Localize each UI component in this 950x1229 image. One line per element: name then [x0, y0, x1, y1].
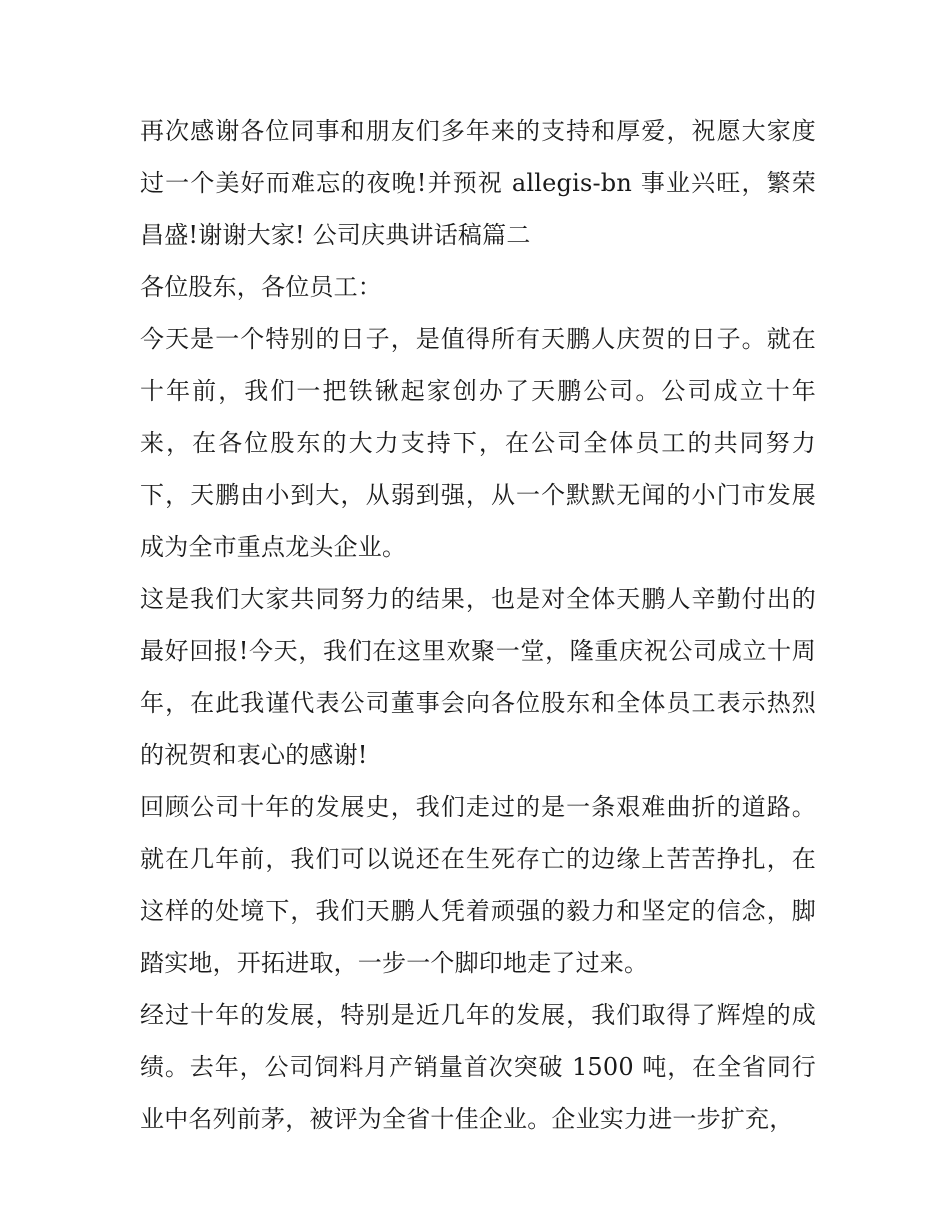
paragraph-anniversary-intro: 今天是一个特别的日子，是值得所有天鹏人庆贺的日子。就在十年前，我们一把铁锹起家创办了天鹏公司。公司成立十年来，在各位股东的大力支持下，在公司全体员工的共同努力下，天鹏由小到大，从弱到强，从一个默默无闻的小门市发展成为全市重点龙头企业。	[140, 325, 816, 561]
paragraph-achievements: 经过十年的发展，特别是近几年的发展，我们取得了辉煌的成绩。去年，公司饲料月产销量首次突破 1500 吨，在全省同行业中名列前茅，被评为全省十佳企业。企业实力进一步扩充，	[140, 1001, 816, 1133]
document-body	[140, 105, 816, 1145]
paragraph-closing-thanks: 再次感谢各位同事和朋友们多年来的支持和厚爱，祝愿大家度过一个美好而难忘的夜晚!并预祝 allegis-bn 事业兴旺，繁荣昌盛!谢谢大家! 公司庆典讲话稿篇二	[140, 117, 816, 249]
paragraph-history-review: 回顾公司十年的发展史，我们走过的是一条艰难曲折的道路。就在几年前，我们可以说还在生死存亡的边缘上苦苦挣扎，在这样的处境下，我们天鹏人凭着顽强的毅力和坚定的信念，脚踏实地，开拓进取，一步一个脚印地走了过来。	[140, 793, 816, 977]
paragraph-salutation: 各位股东，各位员工：	[140, 273, 382, 301]
paragraph-celebration: 这是我们大家共同努力的结果，也是对全体天鹏人辛勤付出的最好回报!今天，我们在这里欢聚一堂，隆重庆祝公司成立十周年，在此我谨代表公司董事会向各位股东和全体员工表示热烈的祝贺和衷心的感谢!	[140, 585, 816, 769]
